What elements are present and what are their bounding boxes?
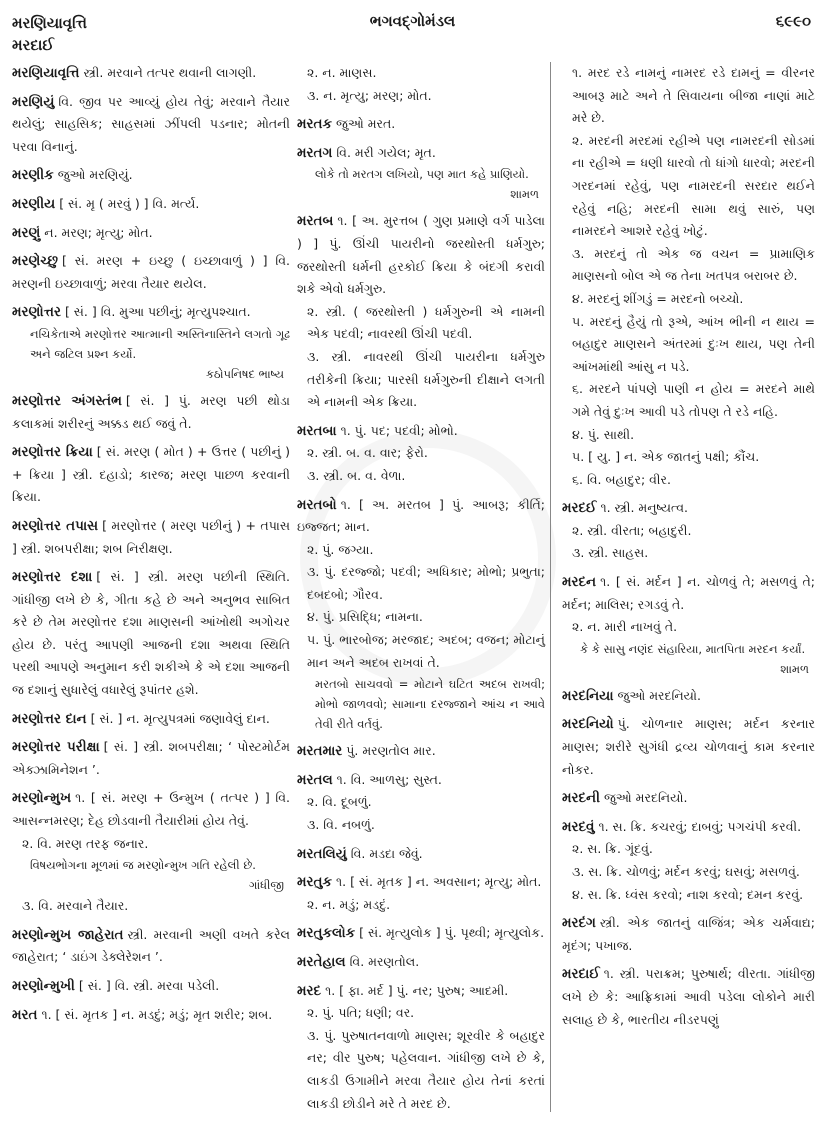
entry-definition: ૧. [ અ. મુરત્તબ ( ગુણ પ્રમાણે વર્ગ પાડેલા ) ] પું. ઊંચી પાયરીનો જરથોસ્તી ધર્મગુરુ; જરથોસ્તી ધર્મની હરકોઈ ક્રિયા કે બંદગી કરાવી શકે એવો ધર્મગુરુ. xyxy=(297,213,545,297)
dictionary-entry xyxy=(12,975,290,998)
entry-sense: ૨. સ્ત્રી. ( જરથોસ્તી ) ધર્મગુરુની એ નામની એક પદવી; નાવરથી ઊંચી પદવી. xyxy=(307,303,545,342)
entry-definition: ૧. સ્ત્રી. પરાક્રમ; પુરુષાર્થ; વીરતા. ગાંધીજી લખે છે કે: આફ્રિકામાં આવી પડેલા લોકોને મારી સલાહ છે કે, ભારતીય નીડરપણું xyxy=(562,966,815,1027)
entry-definition: [ સં. મરણ + ઇચ્છુ ( ઇચ્છાવાળું ) ] વિ. મરણની ઇચ્છાવાળું; મરવા તૈયાર થયેલ. xyxy=(12,253,290,291)
dictionary-entry xyxy=(12,250,290,295)
dictionary-entry xyxy=(12,164,290,187)
entry-sense: ૬. મરદને પાંપણે પાણી ન હોય = મરદને માથે ગમે તેવું દુઃખ આવી પડે તોપણ તે રડે નહિ. xyxy=(572,381,815,419)
dictionary-entry xyxy=(297,843,545,866)
dictionary-entry xyxy=(297,142,545,205)
dictionary-entry xyxy=(297,922,545,945)
entry-sense: ૨. સ. ક્રિ. ગૂંદવું. xyxy=(572,841,653,857)
entry-headword: મરતબો xyxy=(297,496,337,513)
entry-headword: મરતબ xyxy=(297,213,334,230)
entry-sense: ૩. મરદનું તો એક જ વચન = પ્રામાણિક માણસનો બોલ એ જ તેના ખતપત્ર બરાબર છે. xyxy=(572,245,815,284)
quotation-source: કઠોપનિષદ ભાષ્ય xyxy=(205,366,284,381)
entry-definition: [ સં. ] ન. મૃત્યુપત્રમાં જણાવેલું દાન. xyxy=(90,710,270,726)
entry-headword: મરણિયાવૃત્તિ xyxy=(12,65,80,81)
dictionary-entry xyxy=(562,62,815,491)
entry-quotation: લોકે તો મરતગ લખિયો, પણ માત કહે પ્રાણિયો. xyxy=(315,167,529,182)
entry-headword: મરણોત્તર તપાસ xyxy=(12,517,99,534)
entry-definition: ૧. પું. પદ; પદવી; મોભો. xyxy=(340,422,458,438)
entry-definition: ૧. [ સં. મર્દન ] ન. ચોળવું તે; મસળવું તે; મર્દન; માલિસ; રગડવું તે. xyxy=(562,574,815,612)
quotation-source: ગાંધીજી xyxy=(248,878,284,893)
entry-headword: મરણોન્મુખ જાહેરાત xyxy=(12,926,124,943)
entry-sense: ૪. મરદનું શીંગડું = મરદનો બચ્ચો. xyxy=(572,290,744,306)
entry-sense: ૩. સ્ત્રી. નાવરથી ઊંચી પાયરીના ધર્મગુરુ તરીકેની ક્રિયા; પારસી ધર્મગુરુની દીક્ષાને લગતી એ નામની એક ક્રિયા. xyxy=(307,348,545,410)
entry-headword: મરણોન્મુખી xyxy=(12,978,75,994)
entry-definition: [ સં. ] સ્ત્રી. મરણ પછીની સ્થિતિ. ગાંધીજી લખે છે કે, ગીતા કહે છે અને અનુભવ સાબિત કરે છે તેમ મરણોત્તર દશા માણસની આંખોથી અગોચર હોય છે. પરંતુ આપણી આજની દશા અથવા સ્થિતિ પરથી આપણે અનુમાન કરી શકીએ કે એ દશા આજની જ દશાનું સુધારેલું વધારેલું રૂપાંતર હશે. xyxy=(12,569,290,698)
entry-definition: ૧. [ સં. મૃતક ] ન. અવસાન; મૃત્યુ; મોત. xyxy=(336,874,542,890)
entry-definition: વિ. મરી ગયેલ; મૃત. xyxy=(336,144,436,160)
entry-sense: ૩. સ. ક્રિ. ચોળવું; મર્દન કરવું; ઘસવું; મસળવું. xyxy=(572,864,800,879)
entry-definition: વિ. મરણતોલ. xyxy=(349,954,420,969)
entry-headword: મરદન xyxy=(562,574,597,591)
entry-headword: મરણિયું xyxy=(12,93,55,110)
dictionary-entry xyxy=(12,301,290,384)
guide-word-last: મરદાઈ xyxy=(12,36,54,54)
entry-sense: ૫. પું. ભારબોજ; મરજાદ; અદબ; વજન; મોટાનું માન અને અદબ રાખવાં તે. xyxy=(307,632,545,670)
entry-headword: મરણોત્તર પરીક્ષા xyxy=(12,739,100,756)
entry-definition: વિ. મડદા જેવું. xyxy=(350,845,423,861)
entry-sense: ૨. સ્ત્રી. વીરતા; બહાદુરી. xyxy=(572,522,692,538)
entry-headword: મરણોત્તર xyxy=(12,304,61,321)
entry-definition: પું. ચોળનાર માણસ; મર્દન કરનાર માણસ; શરીરે સુગંધી દ્રવ્ય ચોળવાનું કામ કરનાર નોકર. xyxy=(562,716,815,777)
entry-definition: જુઓ મરદનિયો. xyxy=(617,687,701,703)
dictionary-entry xyxy=(12,924,290,969)
entry-sense: ૪. પું. સાથી. xyxy=(572,426,635,442)
column-1 xyxy=(12,62,290,1032)
entry-sense: ૨. વિ. મરણ તરફ જનાર. xyxy=(22,835,149,851)
dictionary-entry xyxy=(562,571,815,679)
entry-sense: ૩. વિ. નબળું. xyxy=(307,817,375,833)
entry-sense: ૪. સ. ક્રિ. ધ્વંસ કરવો; નાશ કરવો; દમન કરવું. xyxy=(572,886,804,902)
entry-headword: મરતબા xyxy=(297,422,337,439)
dictionary-entry xyxy=(297,420,545,488)
entry-headword: મરતલ xyxy=(297,771,333,788)
entry-sense: ૨. ન. મારી નાખવું તે. xyxy=(572,619,678,635)
entry-sense: ૨. સ્ત્રી. બ. વ. વાર; ફેરો. xyxy=(307,445,428,461)
entry-headword: મરદની xyxy=(562,790,600,807)
entry-sense: ૨. મરદની મરદમાં રહીએ પણ નામરદની સોડમાં ના રહીએ = ધણી ધારવો તો ધાંગો ધારવો; મરદની ગરદનમાં રહેવું, પણ નામરદની સરદાર થઈને રહેવું નહિ; મરદની સામા થવું સારું, પણ નામરદને આશરે રહેવું ખોટું. xyxy=(572,132,815,239)
entry-definition: ૧. સ્ત્રી. મનુષ્યત્વ. xyxy=(600,500,689,516)
column-3 xyxy=(562,62,815,1037)
entry-definition: ૧. [ સં. મરણ + ઉન્મુખ ( તત્પર ) ] વિ. આસન્નમરણ; દેહ છોડવાની તૈયારીમાં હોય તેવું. xyxy=(12,790,290,829)
dictionary-entry xyxy=(297,769,545,837)
entry-headword: મરદંગ xyxy=(562,915,596,932)
dictionary-entry xyxy=(12,787,290,917)
dictionary-entry xyxy=(297,62,545,107)
dictionary-entry xyxy=(12,708,290,731)
dictionary-entry xyxy=(562,685,815,708)
dictionary-entry xyxy=(562,713,815,781)
entry-sense: ૨. પું. પતિ; ધણી; વર. xyxy=(307,1005,415,1021)
dictionary-entry xyxy=(12,736,290,781)
entry-quotation: કે કે સાસુ નણંદ સંહારિયા, માતપિતા મરદન કર્યાં. xyxy=(580,641,806,656)
entry-definition: જુઓ મરદનિયો. xyxy=(603,790,688,806)
guide-word-first: મરણિયાવૃત્તિ xyxy=(12,14,87,32)
entry-headword: મરણીક xyxy=(12,167,54,184)
dictionary-entry xyxy=(562,912,815,957)
dictionary-entry xyxy=(297,740,545,763)
entry-headword: મરતલિયું xyxy=(297,845,347,862)
dictionary-entry xyxy=(562,787,815,810)
entry-definition: [ મરણોત્તર ( મરણ પછીનું ) + તપાસ ] સ્ત્રી. શબપરીક્ષા; શબ નિરીક્ષણ. xyxy=(12,517,290,556)
entry-headword: મરતમાર xyxy=(297,743,343,760)
entry-quotation: નચિકેતાએ મરણોત્તર આત્માની અસ્તિનાસ્તિને લગતો ગૂઢ અને જટિલ પ્રશ્ન કર્યો. xyxy=(30,326,290,361)
entry-definition: [ સં. ] વિ. સ્ત્રી. મરવા પડેલી. xyxy=(78,978,220,993)
entry-definition: ૧. [ અ. મરતબ ] પું. આબરૂ; કીર્તિ; ઇજ્જત; માન. xyxy=(297,496,545,535)
dictionary-entry xyxy=(12,390,290,435)
entry-headword: મરદનિયા xyxy=(562,687,614,704)
entry-definition: જુઓ મરણિયું. xyxy=(57,167,133,183)
entry-sense: ૩. ન. મૃત્યુ; મરણ; મોત. xyxy=(307,87,432,103)
entry-definition: [ સં. મરણ ( મોત ) + ઉત્તર ( પછીનું ) + ક્રિયા ] સ્ત્રી. દહાડો; કારજ; મરણ પાછળ કરવાની ક્રિયા. xyxy=(12,444,290,505)
entry-definition: ૧. સ. ક્રિ. કચરવું; દાબવું; પગચંપી કરવી. xyxy=(598,818,802,834)
entry-headword: મરણેચ્છુ xyxy=(12,253,58,270)
entry-headword: મરત xyxy=(12,1006,38,1023)
column-divider xyxy=(550,62,551,1112)
entry-definition: [ સં. મૃત્યુલોક ] પું. પૃથ્વી; મૃત્યુલોક. xyxy=(359,925,545,941)
entry-definition: ૧. [ ફા. મર્દ ] પું. નર; પુરુષ; આદમી. xyxy=(325,982,509,998)
entry-sense: ૨. વિ. દૂબળું. xyxy=(307,794,372,810)
entry-headword: મરતુક xyxy=(297,874,332,891)
entry-sense: ૩. સ્ત્રી. બ. વ. વેળા. xyxy=(307,467,406,483)
quotation-source: શામળ xyxy=(780,661,809,676)
entry-sense: ૩. સ્ત્રી. સાહસ. xyxy=(572,545,649,561)
entry-definition: સ્ત્રી. મરવાને તત્પર થવાની લાગણી. xyxy=(83,65,257,80)
entry-headword: મરતેહાલ xyxy=(297,954,346,970)
column-2 xyxy=(297,62,545,1121)
entry-headword: મરદવું xyxy=(562,818,595,835)
entry-headword: મરદ xyxy=(297,982,322,999)
entry-sense: ૧. મરદ રડે નામનું નામરદ રડે દામનું = વીરનર આબરૂ માટે અને તે સિવાયના બીજા નાણાં માટે મરે છે. xyxy=(572,65,815,126)
entry-headword: મરદાઈ xyxy=(562,966,600,983)
entry-definition: ૧. [ સં. મૃતક ] ન. મડદું; મડું; મૃત શરીર; શબ. xyxy=(41,1006,273,1022)
entry-definition: સ્ત્રી. એક જાતનું વાજિંત્ર; એક ચર્મવાદ્ય; મૃદંગ; પખાજ. xyxy=(562,915,815,953)
entry-definition: જુઓ મરત. xyxy=(336,116,396,132)
dictionary-entry xyxy=(562,963,815,1031)
dictionary-entry xyxy=(297,113,545,136)
dictionary-entry xyxy=(297,494,545,735)
entry-sense: ૫. મરદનું હૈયું તો રૂએ, આંખ ભીની ન થાય = બહાદુર માણસને અંતરમાં દુઃખ થાય, પણ તેની આંખમાંથી આંસુ ન પડે. xyxy=(572,313,815,374)
dictionary-entry xyxy=(562,497,815,565)
entry-definition: [ સં. મૃ ( મરવું ) ] વિ. મર્ત્ય. xyxy=(59,195,200,211)
dictionary-entry xyxy=(297,210,545,413)
dictionary-entry xyxy=(12,91,290,159)
dictionary-entry xyxy=(297,951,545,974)
entry-headword: મરતગ xyxy=(297,144,333,161)
entry-sense: ૪. પું. પ્રસિદ્ધિ; નામના. xyxy=(307,609,423,625)
entry-sense: ૨. પું. જગ્યા. xyxy=(307,541,374,557)
entry-headword: મરણીય xyxy=(12,195,56,212)
entry-headword: મરણોત્તર અંગસ્તંભ xyxy=(12,392,122,409)
dictionary-entry xyxy=(12,62,290,85)
entry-headword: મરણું xyxy=(12,224,41,241)
entry-definition: સ્ત્રી. મરવાની અણી વખતે કરેલ જાહેરાત; ‘ ડાઇંગ ડેક્લેરેશન ’. xyxy=(12,926,290,965)
entry-quotation: મરતબો સાચવવો = મોટાને ઘટિત અદબ રાખવી; મોભો જાળવવો; સામાના દરજ્જાને આંચ ન આવે તેવી રીતે વર્તવું. xyxy=(315,677,545,732)
dictionary-entry xyxy=(12,193,290,216)
dictionary-entry xyxy=(562,816,815,906)
dictionary-entry xyxy=(297,871,545,916)
book-title: ભગવદ્ગોમંડલ xyxy=(369,12,456,30)
entry-sense: ૨. ન. મડું; મડદું. xyxy=(307,896,391,912)
dictionary-entry xyxy=(297,980,545,1116)
dictionary-entry xyxy=(12,441,290,509)
dictionary-entry xyxy=(12,566,290,702)
dictionary-entry xyxy=(12,1004,290,1027)
entry-quotation: વિષયભોગના મૂળમાં જ મરણોન્મુખ ગતિ રહેલી છે. xyxy=(30,858,256,873)
dictionary-entry xyxy=(12,515,290,560)
entry-headword: મરણોત્તર દશા xyxy=(12,569,93,586)
entry-sense: ૬. વિ. બહાદુર; વીર. xyxy=(572,471,671,487)
entry-headword: મરણોન્મુખ xyxy=(12,790,72,807)
entry-definition: [ સં. ] પું. મરણ પછી થોડા કલાકમાં શરીરનું અક્કડ થઈ જવું તે. xyxy=(12,392,290,431)
entry-sense: ૩. પું. પુરુષાતનવાળો માણસ; શૂરવીર કે બહાદુર નર; વીર પુરુષ; પહેલવાન. ગાંધીજી લખે છે કે, લાકડી ઉગામીને મરવા તૈયાર હોય તેનાં કરતાં લાકડી છોડીને મરે તે મરદ છે. xyxy=(307,1027,545,1111)
entry-headword: મરતક xyxy=(297,116,332,133)
entry-headword: મરણોત્તર ક્રિયા xyxy=(12,444,93,461)
entry-definition: વિ. જીવ પર આવ્યું હોય તેવું; મરવાને તૈયાર થયેલું; સાહસિક; સાહસમાં ઝીંપલી પડનાર; મોતની પરવા વિનાનું. xyxy=(12,93,290,154)
dictionary-entry xyxy=(12,222,290,245)
entry-definition: [ સં. ] સ્ત્રી. શબપરીક્ષા; ‘ પોસ્ટમોર્ટમ એક્ઝામિનેશન ’. xyxy=(12,739,290,777)
entry-headword: મરદનિયો xyxy=(562,716,614,733)
entry-definition: ન. મરણ; મૃત્યુ; મોત. xyxy=(44,224,153,240)
entry-sense: ૨. ન. માણસ. xyxy=(307,65,377,80)
entry-definition: [ સં. ] વિ. મુઆ પછીનું; મૃત્યુપશ્ચાત. xyxy=(64,304,251,320)
entry-sense: ૩. પું. દરજ્જો; પદવી; અધિકાર; મોભો; પ્રભુતા; દબદબો; ગૌરવ. xyxy=(307,564,545,602)
entry-sense: ૩. વિ. મરવાને તૈયાર. xyxy=(22,898,129,914)
entry-headword: મરણોત્તર દાન xyxy=(12,710,87,727)
entry-definition: પું. મરણતોલ માર. xyxy=(346,743,436,759)
quotation-source: શામળ xyxy=(510,187,539,202)
entry-headword: મરતુકલોક xyxy=(297,925,356,942)
page-number: ૬૯૯૦ xyxy=(775,12,811,30)
entry-definition: ૧. વિ. આળસુ; સુસ્ત. xyxy=(336,771,442,787)
entry-sense: ૫. [ યુ. ] ન. એક જાતનું પક્ષી; કૌંચ. xyxy=(572,449,760,465)
entry-headword: મરદઈ xyxy=(562,500,597,517)
